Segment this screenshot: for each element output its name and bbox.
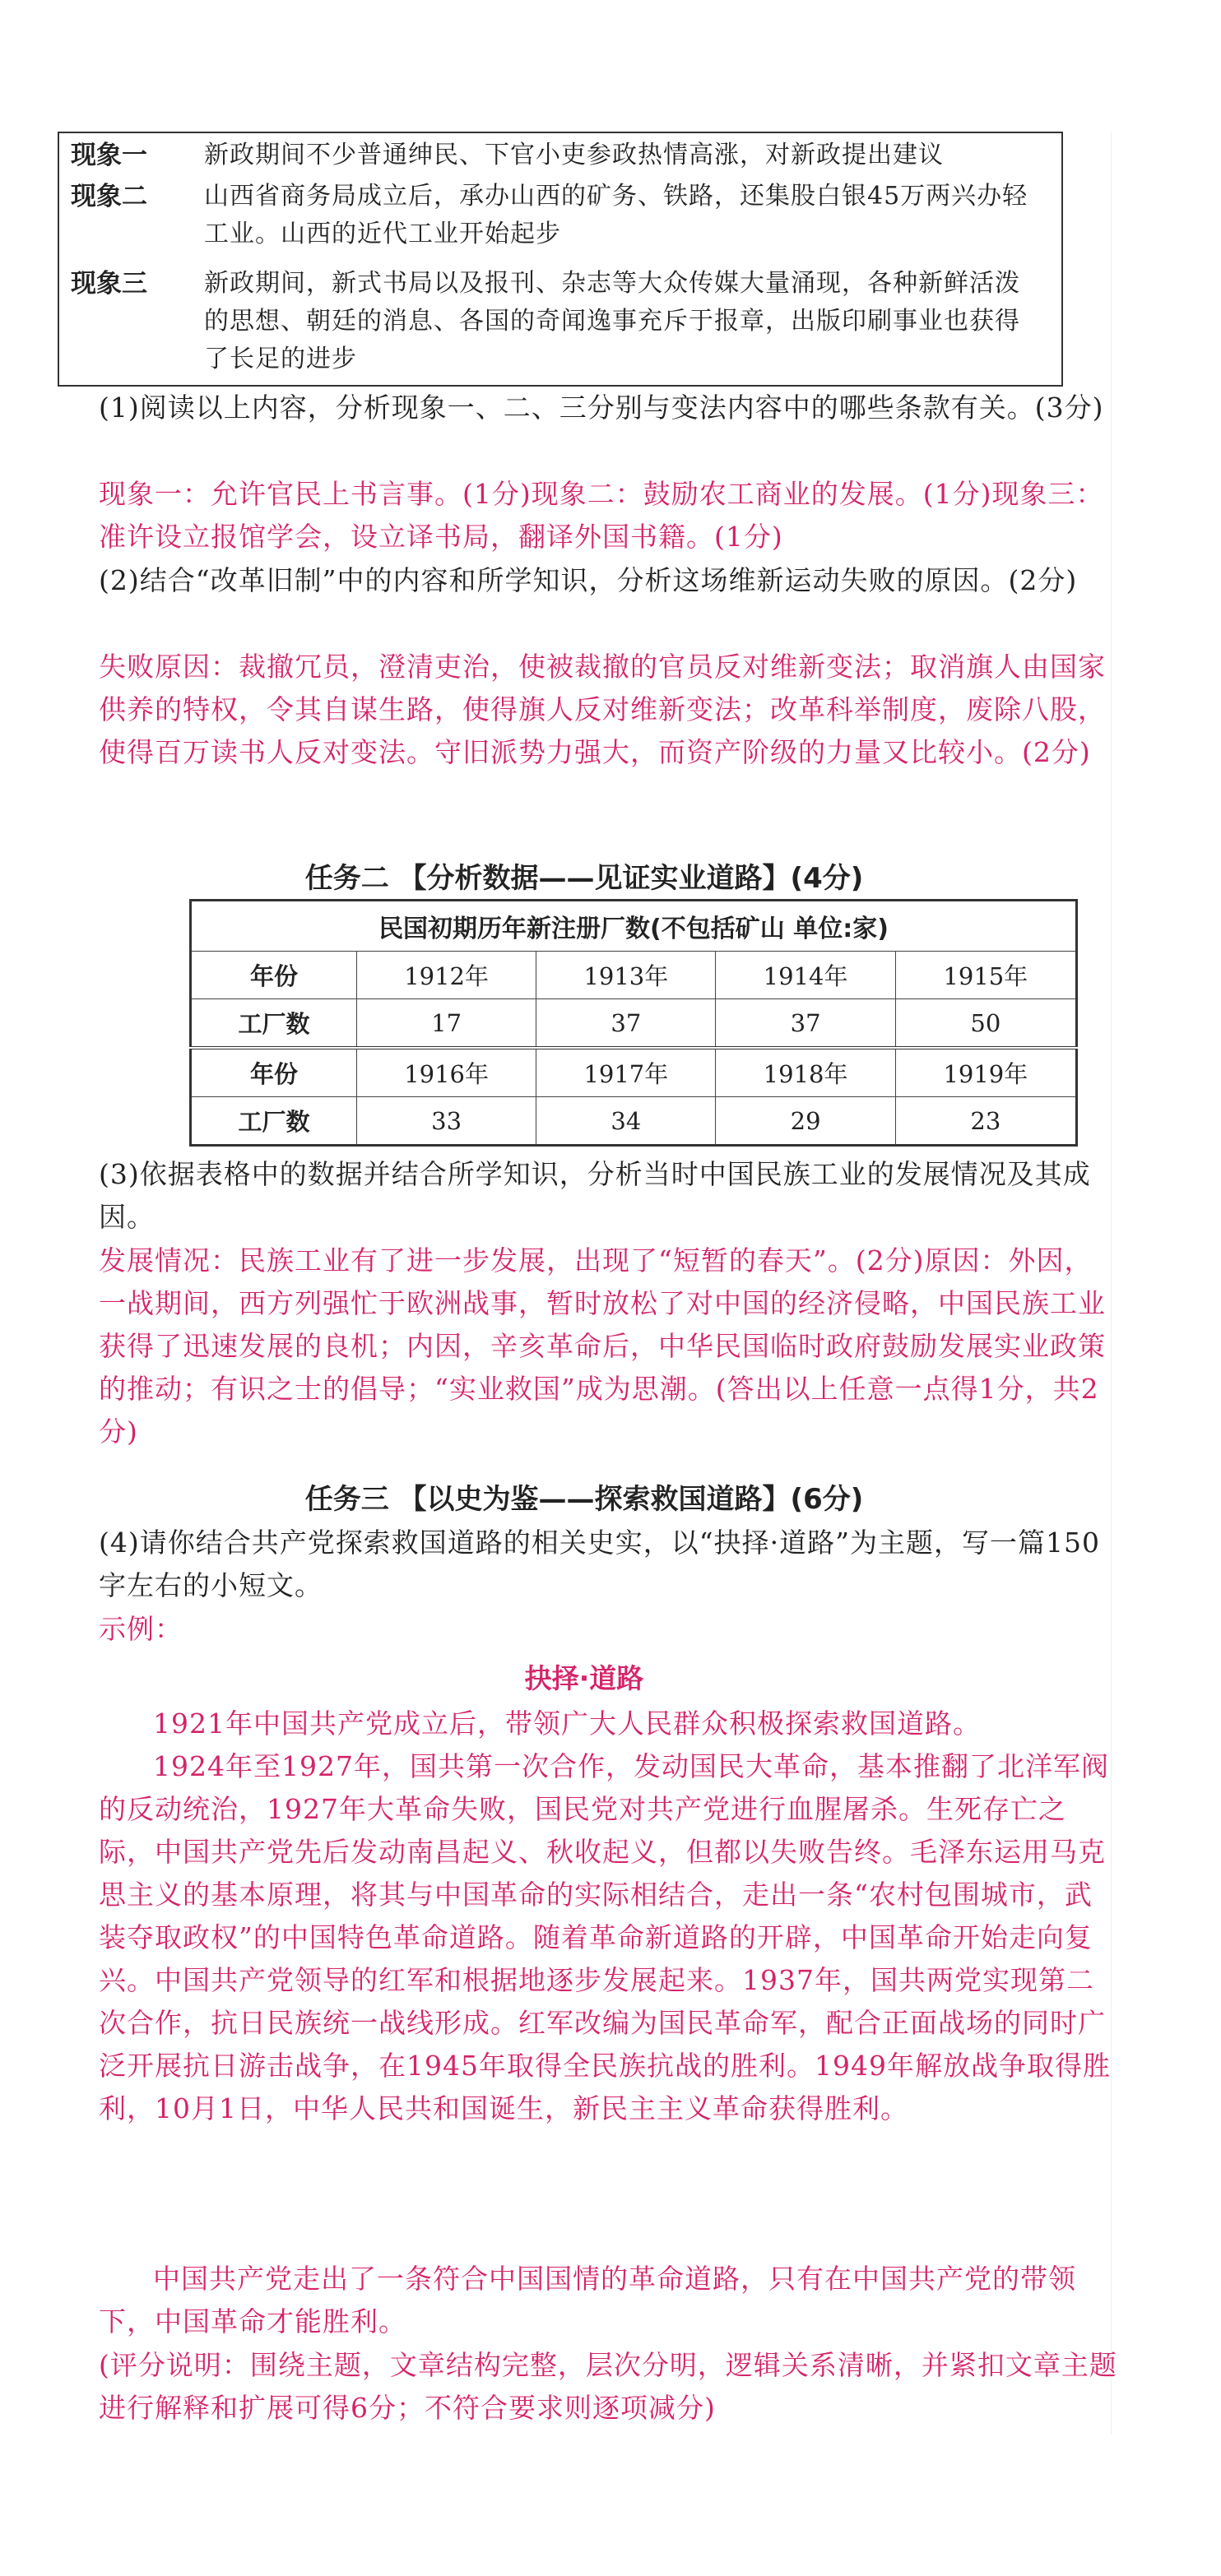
year-cell: 1918年 [716,1048,895,1097]
count-cell: 37 [716,999,895,1049]
count-cell: 34 [536,1097,716,1146]
phenomenon-label: 现象三 [71,269,147,299]
table-row [191,1097,1077,1146]
phenomenon-3 [59,253,1061,385]
task-2-title: 任务二 【分析数据——见证实业道路】(4分) [304,862,864,895]
question-4: (4)请你结合共产党探索救国道路的相关史实，以“抉择·道路”为主题，写一篇150字左右的小短文。 [99,1527,1100,1601]
table-row [191,999,1077,1049]
question-3: (3)依据表格中的数据并结合所学知识，分析当时中国民族工业的发展情况及其成因。 [99,1158,1091,1233]
scoring-note: (评分说明：围绕主题，文章结构完整，层次分明，逻辑关系清晰，并紧扣文章主题进行解释和扩展可得6分；不符合要求则逐项减分) [99,2349,1117,2424]
year-cell: 1912年 [357,952,536,999]
answer-3: 发展情况：民族工业有了进一步发展，出现了“短暂的春天”。(2分)原因：外因，一战期间，西方列强忙于欧洲战事，暂时放松了对中国的经济侵略，中国民族工业获得了迅速发展的良机；内因，辛亥革命后，中华民国临时政府鼓励发展实业政策的推动；有识之士的倡导；“实业救国”成为思潮。(答出以上任意一点得1分，共2分) [99,1244,1106,1448]
year-cell: 1917年 [536,1048,716,1097]
answer-1: 现象一：允许官民上书言事。(1分)现象二：鼓励农工商业的发展。(1分)现象三：准许设立报馆学会，设立译书局，翻译外国书籍。(1分) [99,478,1104,553]
answer-2: 失败原因：裁撤冗员，澄清吏治，使被裁撤的官员反对维新变法；取消旗人由国家供养的特权，令其自谋生路，使得旗人反对维新变法；改革科举制度，废除八股，使得百万读书人反对变法。守旧派势力强大，而资产阶级的力量又比较小。(2分) [99,651,1106,768]
phenomenon-label: 现象一 [71,141,147,170]
phenomenon-text: 新政期间不少普通绅民、下官小吏参政热情高涨，对新政提出建议 [204,141,944,169]
count-cell: 33 [357,1097,536,1146]
phenomenon-label: 现象二 [71,182,147,211]
year-header: 年份 [191,952,357,999]
factory-table [189,899,1078,1147]
question-1: (1)阅读以上内容，分析现象一、二、三分别与变法内容中的哪些条款有关。(3分) [99,391,1104,424]
phenomena-box [58,132,1063,387]
year-cell: 1913年 [536,952,716,999]
count-cell: 50 [895,999,1076,1049]
count-cell: 29 [716,1097,895,1146]
question-2: (2)结合“改革旧制”中的内容和所学知识，分析这场维新运动失败的原因。(2分) [99,564,1078,596]
year-cell: 1915年 [895,952,1076,999]
table-caption: 民国初期历年新注册厂数(不包括矿山 单位:家) [191,901,1077,952]
essay-paragraph: 1924年至1927年，国共第一次合作，发动国民大革命，基本推翻了北洋军阀的反动统治，1927年大革命失败，国民党对共产党进行血腥屠杀。生死存亡之际，中国共产党先后发动南昌起义、秋收起义，但都以失败告终。毛泽东运用马克思主义的基本原理，将其与中国革命的实际相结合，走出一条“农村包围城市，武装夺取政权”的中国特色革命道路。随着革命新道路的开辟，中国革命开始走向复兴。中国共产党领导的红军和根据地逐步发展起来。1937年，国共两党实现第二次合作，抗日民族统一战线形成。红军改编为国民革命军，配合正面战场的同时广泛开展抗日游击战争，在1945年取得全民族抗战的胜利。1949年解放战争取得胜利，10月1日，中华人民共和国诞生，新民主主义革命获得胜利。 [99,1750,1111,2124]
count-cell: 37 [536,999,716,1049]
table-row [191,952,1077,999]
phenomenon-text: 山西省商务局成立后，承办山西的矿务、铁路，还集股白银45万两兴办轻工业。山西的近代工业开始起步 [204,182,1028,248]
year-cell: 1914年 [716,952,895,999]
example-label: 示例： [99,1613,183,1645]
phenomenon-text: 新政期间，新式书局以及报刊、杂志等大众传媒大量涌现，各种新鲜活泼的思想、朝廷的消息、各国的奇闻逸事充斥于报章，出版印刷事业也获得了长足的进步 [204,269,1020,373]
count-cell: 23 [895,1097,1076,1146]
count-cell: 17 [357,999,536,1049]
table-row [191,1048,1077,1097]
year-cell: 1919年 [895,1048,1076,1097]
essay-paragraph: 1921年中国共产党成立后，带领广大人民群众积极探索救国道路。 [153,1707,981,1740]
factory-header: 工厂数 [191,999,357,1049]
essay-title: 抉择·道路 [524,1662,644,1694]
phenomenon-2 [59,174,1061,253]
task-3-title: 任务三 【以史为鉴——探索救国道路】(6分) [304,1483,864,1516]
factory-header: 工厂数 [191,1097,357,1146]
year-cell: 1916年 [357,1048,536,1097]
year-header: 年份 [191,1048,357,1097]
essay-paragraph: 中国共产党走出了一条符合中国国情的革命道路，只有在中国共产党的带领下，中国革命才能胜利。 [99,2263,1076,2337]
phenomenon-1 [59,133,1061,174]
